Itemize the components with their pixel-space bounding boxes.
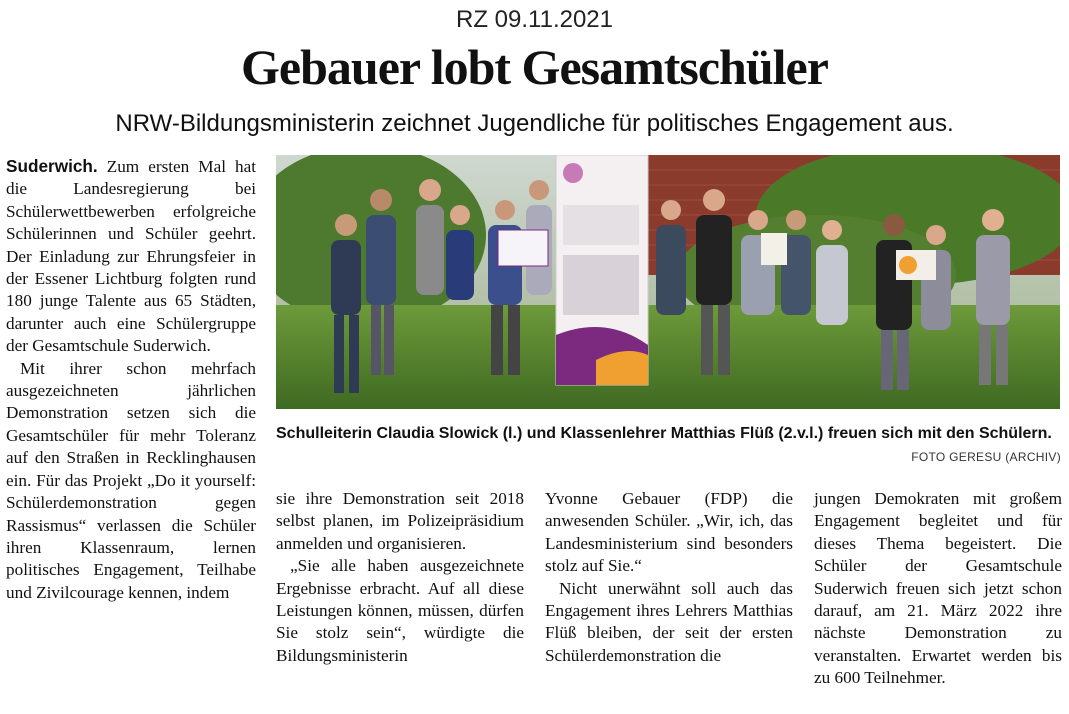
dateline: Suderwich. — [6, 156, 98, 176]
date-line: RZ 09.11.2021 — [456, 6, 613, 33]
group-photo-illustration — [276, 155, 1060, 409]
column-3-paragraph-1: Yvonne Gebauer (FDP) die anwesenden Schüler. „Wir, ich, das Landesministerium sind besonders stolz auf Sie.“ — [545, 489, 793, 576]
photo-credit: FOTO GERESU (ARCHIV) — [911, 450, 1061, 464]
column-3-paragraph-2: Nicht unerwähnt soll auch das Engagement ihres Lehrers Matthias Flüß bleiben, der seit der ersten Schülerdemonstration die — [545, 578, 793, 665]
article-column-1 — [6, 155, 256, 604]
column-2-paragraph-1: sie ihre Demonstration seit 2018 selbst planen, im Polizeipräsidium anmelden und organisieren. — [276, 489, 524, 553]
paragraph-1-text: Zum ersten Mal hat die Landesregierung bei Schülerwettbewerben erfolgreiche Schülerinnen und Schüler geehrt. Der Einladung zur Ehrungsfeier in der Essener Lichtburg folgten rund 180 junge Talente aus 65 Städten, darunter auch eine Schülergruppe der Gesamtschule Suderwich. — [6, 157, 256, 356]
article-column-4 — [814, 488, 1062, 690]
article-paragraph-2: Mit ihrer schon mehrfach ausgezeichneten jährlichen Demonstration setzen sich die Gesamtschüler für mehr Toleranz auf den Straßen in Recklinghausen ein. Für das Projekt „Do it yourself: Schülerdemonstration gegen Rassismus“ verlassen die Schüler ihren Klassenraum, lernen politisches Engagement, Teilhabe und Zivilcourage kennen, indem — [6, 358, 256, 602]
column-4-paragraph-1: jungen Demokraten mit großem Engagement begleitet und für dieses Thema begeistert. Die Schüler der Gesamtschule Suderwich freuen sich jetzt schon darauf, am 21. März 2022 ihre nächste Demonstration zu veranstalten. Erwartet werden bis zu 600 Teilnehmer. — [814, 489, 1062, 688]
column-2-paragraph-2: „Sie alle haben ausgezeichnete Ergebnisse erbracht. Auf all diese Leistungen können, müssen, dürfen Sie stolz sein“, würdigte die Bildungsministerin — [276, 556, 524, 665]
article-column-3 — [545, 488, 793, 667]
article-column-2 — [276, 488, 524, 667]
photo-caption: Schulleiterin Claudia Slowick (l.) und Klassenlehrer Matthias Flüß (2.v.l.) freuen sich mit den Schülern. — [276, 425, 1052, 442]
subheadline: NRW-Bildungsministerin zeichnet Jugendliche für politisches Engagement aus. — [115, 110, 954, 137]
group-photo — [276, 155, 1060, 409]
headline: Gebauer lobt Gesamtschüler — [241, 39, 828, 95]
article-paragraph-1 — [6, 155, 256, 358]
